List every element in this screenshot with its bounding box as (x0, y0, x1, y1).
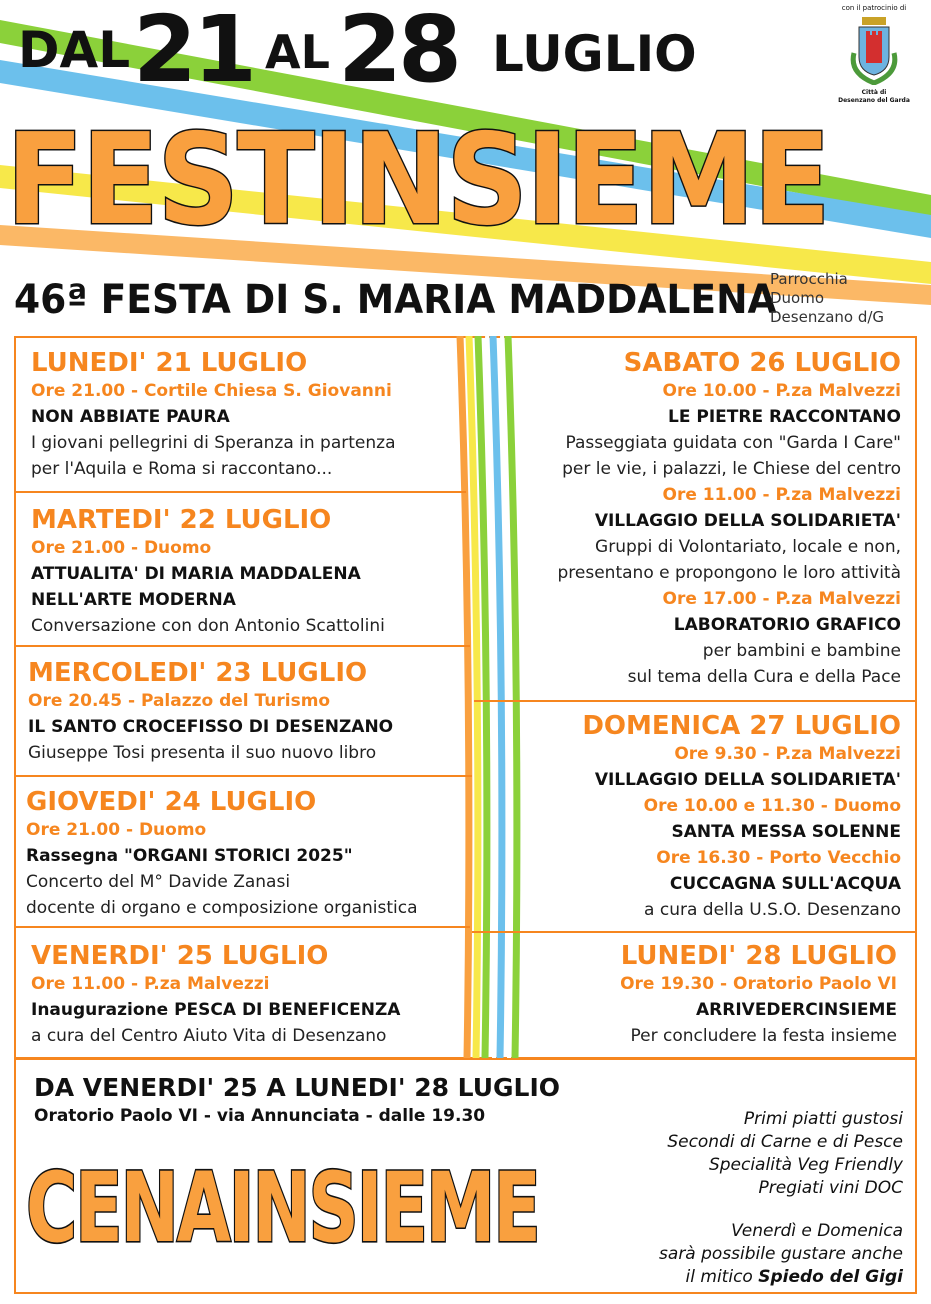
parish-line-1: Parrocchia (770, 270, 848, 288)
parish-line-2: Duomo (770, 289, 825, 307)
festival-title: FESTINSIEME (6, 106, 829, 253)
event-time: Ore 17.00 - P.za Malvezzi (662, 589, 901, 609)
event-desc: Passeggiata guidata con "Garda I Care" (565, 433, 901, 453)
event-desc: per le vie, i palazzi, le Chiese del centro (562, 459, 901, 479)
separator (14, 775, 472, 777)
event-sunday-27 (582, 711, 901, 923)
spiedo-highlight: Spiedo del Gigi (758, 1267, 903, 1287)
menu-item: Secondi di Carne e di Pesce (667, 1132, 903, 1152)
dal-label: DAL (18, 21, 131, 79)
town-line-2: Desenzano del Garda (838, 97, 910, 104)
day-heading: DOMENICA 27 LUGLIO (582, 711, 901, 741)
event-time: Ore 9.30 - P.za Malvezzi (674, 744, 901, 764)
parish-line-3: Desenzano d/G (770, 308, 885, 326)
event-thursday-24 (26, 787, 418, 921)
event-title: CUCCAGNA SULL'ACQUA (669, 874, 901, 894)
event-title: LE PIETRE RACCONTANO (668, 407, 901, 427)
dinner-heading: DA VENERDI' 25 A LUNEDI' 28 LUGLIO (34, 1073, 561, 1102)
month-label: LUGLIO (492, 25, 697, 83)
event-time: Ore 19.30 - Oratorio Paolo VI (620, 974, 897, 994)
note-line: sarà possibile gustare anche (659, 1244, 903, 1264)
day-heading: GIOVEDI' 24 LUGLIO (26, 787, 317, 817)
note-prefix: il mitico (685, 1267, 759, 1287)
dinner-note (659, 1220, 903, 1289)
note-line: Venerdì e Domenica (731, 1221, 903, 1241)
menu-item: Primi piatti gustosi (743, 1109, 903, 1129)
event-desc: per l'Aquila e Roma si raccontano... (31, 459, 333, 479)
event-time: Ore 20.45 - Palazzo del Turismo (28, 691, 331, 711)
event-title: LABORATORIO GRAFICO (673, 615, 901, 635)
town-emblem (834, 4, 914, 105)
al-label: AL (265, 25, 330, 79)
event-title: IL SANTO CROCEFISSO DI DESENZANO (28, 717, 394, 737)
day-heading: SABATO 26 LUGLIO (623, 348, 901, 378)
festival-subtitle: 46ª FESTA DI S. MARIA MADDALENA (14, 277, 777, 323)
event-monday-21 (31, 348, 396, 482)
event-desc: Conversazione con don Antonio Scattolini (31, 616, 385, 636)
event-desc: Gruppi di Volontariato, locale e non, (595, 537, 901, 557)
dinner-place: Oratorio Paolo VI - via Annunciata - dalle 19.30 (34, 1106, 486, 1126)
dinner-menu (667, 1108, 903, 1200)
event-time: Ore 21.00 - Duomo (31, 538, 212, 558)
event-desc: Concerto del M° Davide Zanasi (26, 872, 291, 892)
event-friday-25 (31, 941, 400, 1049)
event-saturday-26 (558, 348, 902, 690)
event-wednesday-23 (28, 658, 393, 766)
event-time: Ore 21.00 - Duomo (26, 820, 207, 840)
event-title: VILLAGGIO DELLA SOLIDARIETA' (594, 511, 901, 531)
event-desc: a cura della U.S.O. Desenzano (644, 900, 901, 920)
event-desc: Per concludere la festa insieme (630, 1026, 897, 1046)
town-line-1: Città di (861, 89, 887, 96)
event-title-2: NELL'ARTE MODERNA (31, 590, 236, 610)
event-desc: per bambini e bambine (702, 641, 901, 661)
event-time: Ore 21.00 - Cortile Chiesa S. Giovanni (31, 381, 392, 401)
event-time: Ore 11.00 - P.za Malvezzi (662, 485, 901, 505)
event-time: Ore 10.00 - P.za Malvezzi (662, 381, 901, 401)
event-title: Rassegna "ORGANI STORICI 2025" (26, 846, 353, 866)
separator (14, 491, 466, 493)
event-desc: docente di organo e composizione organistica (26, 898, 418, 918)
menu-item: Specialità Veg Friendly (708, 1155, 903, 1175)
day-heading: MARTEDI' 22 LUGLIO (31, 505, 332, 535)
parish-block (770, 270, 884, 327)
day-heading: LUNEDI' 21 LUGLIO (31, 348, 308, 378)
central-stripes (455, 336, 535, 1058)
event-time: Ore 16.30 - Porto Vecchio (656, 848, 901, 868)
event-monday-28 (620, 941, 897, 1049)
event-tuesday-22 (31, 505, 385, 639)
event-title: ARRIVEDERCINSIEME (696, 1000, 897, 1020)
event-desc: presentano e propongono le loro attività (557, 563, 901, 583)
town-name (834, 89, 914, 105)
event-desc: I giovani pellegrini di Speranza in partenza (31, 433, 396, 453)
menu-item: Pregiati vini DOC (758, 1178, 903, 1198)
event-desc: a cura del Centro Aiuto Vita di Desenzano (31, 1026, 387, 1046)
event-title: SANTA MESSA SOLENNE (671, 822, 901, 842)
day-heading: VENERDI' 25 LUGLIO (31, 941, 329, 971)
separator (474, 700, 917, 702)
event-time: Ore 11.00 - P.za Malvezzi (31, 974, 270, 994)
end-day: 28 (338, 0, 459, 103)
note-line-last (659, 1266, 903, 1289)
day-heading: MERCOLEDI' 23 LUGLIO (28, 658, 368, 688)
patronage-label: con il patrocinio di (841, 4, 907, 12)
coat-of-arms-icon (844, 13, 904, 85)
day-heading: LUNEDI' 28 LUGLIO (620, 941, 897, 971)
separator (472, 931, 917, 933)
event-title: VILLAGGIO DELLA SOLIDARIETA' (594, 770, 901, 790)
event-title: Inaugurazione PESCA DI BENEFICENZA (31, 1000, 401, 1020)
event-time: Ore 10.00 e 11.30 - Duomo (643, 796, 901, 816)
event-desc: Giuseppe Tosi presenta il suo nuovo libro (28, 743, 377, 763)
separator (14, 926, 470, 928)
event-title: NON ABBIATE PAURA (31, 407, 230, 427)
event-desc: sul tema della Cura e della Pace (627, 667, 901, 687)
separator (14, 645, 470, 647)
event-title: ATTUALITA' DI MARIA MADDALENA (31, 564, 361, 584)
dinner-title: CENAINSIEME (26, 1151, 539, 1264)
start-day: 21 (133, 0, 254, 103)
